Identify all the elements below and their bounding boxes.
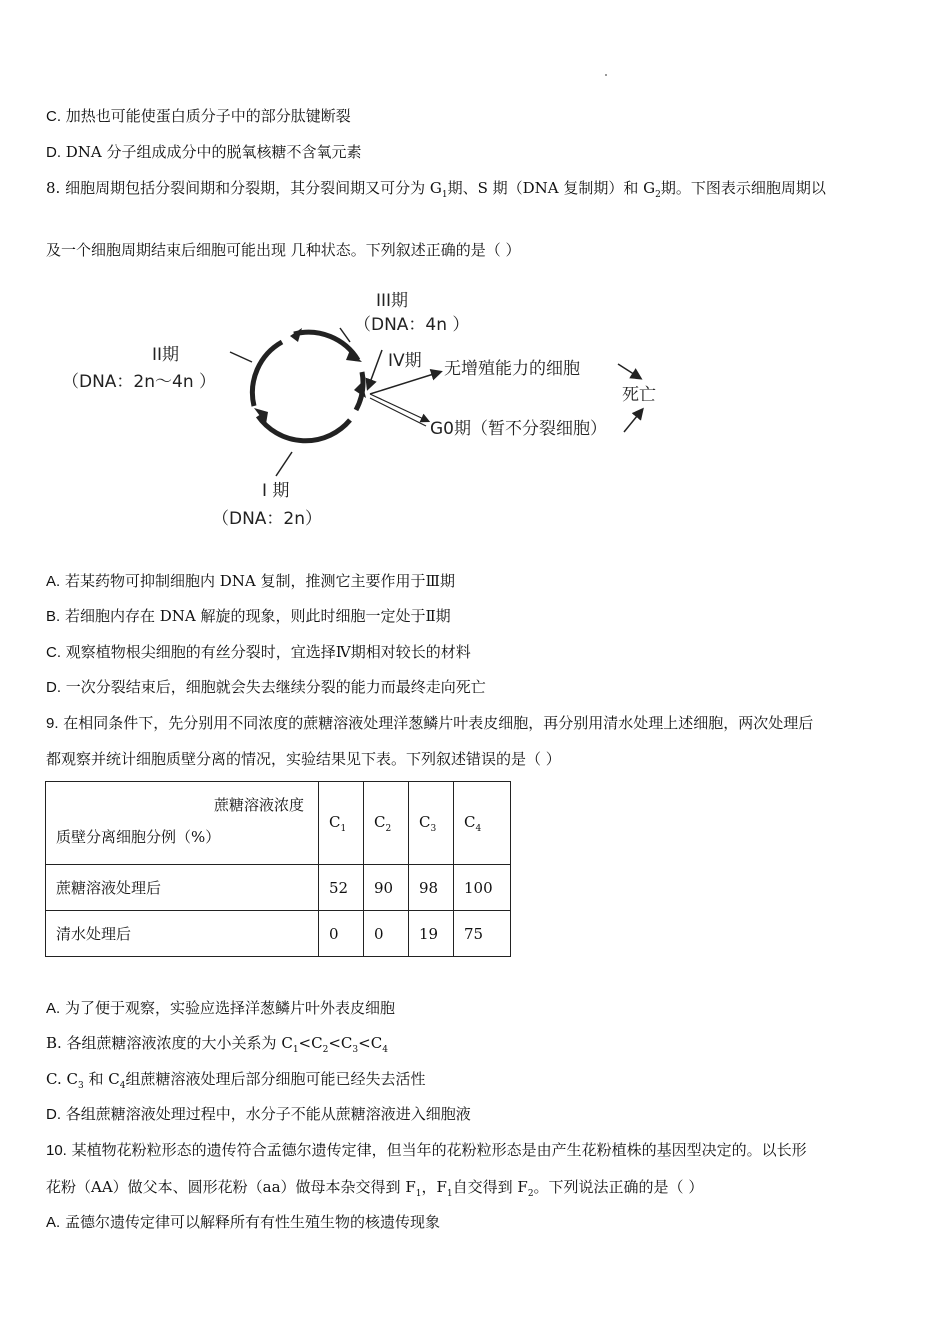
arrow-g0-b [370,394,428,421]
phase3-label: III期 [376,291,409,311]
table-cell: 100 [454,865,511,911]
column-header: $C_1$ [319,782,364,865]
table-row [46,865,511,911]
cell-cycle-diagram [40,280,680,540]
table-header-row [46,782,511,865]
table-diagonal-header [46,782,319,865]
phase1-label: I 期 [262,481,290,501]
phase2-dna: （DNA：2n～4n ） [62,372,217,392]
pointer-line-phase1 [276,452,292,476]
cycle-circle [252,328,366,441]
q8-option-b: B. 若细胞内存在 DNA 解旋的现象，则此时细胞一定处于Ⅱ期 [46,607,451,625]
table-cell: 90 [364,865,409,911]
g0-label: G0期（暂不分裂细胞） [430,419,607,439]
arrow-nonprolif [370,372,440,394]
q9-option-d: D. 各组蔗糖溶液处理过程中，水分子不能从蔗糖溶液进入细胞液 [46,1105,471,1123]
header-bottom-label: 质壁分离细胞分例（%） [56,828,221,846]
q8-option-a: A. 若某药物可抑制细胞内 DNA 复制，推测它主要作用于Ⅲ期 [46,572,455,590]
column-header: $C_4$ [454,782,511,865]
phase4-label: IV期 [388,351,422,371]
arrow-to-death-2 [624,410,642,432]
column-header: $C_3$ [409,782,454,865]
q9-option-b: B. 各组蔗糖溶液浓度的大小关系为 $C_1<C_2<C_3<C_4$ [46,1034,388,1055]
q7-option-c: C. 加热也可能使蛋白质分子中的部分肽键断裂 [46,107,351,125]
arrow-to-death-1 [618,364,640,378]
phase1-dna: （DNA：2n） [212,509,323,529]
row-label: 蔗糖溶液处理后 [46,865,319,911]
arrow-g0-a [370,398,426,426]
scan-dot [605,74,607,76]
row-label: 清水处理后 [46,911,319,957]
q7-option-d: D. DNA 分子组成成分中的脱氧核糖不含氧元素 [46,143,362,161]
plasmolysis-table [45,781,511,957]
table-cell: 75 [454,911,511,957]
q10-option-a: A. 孟德尔遗传定律可以解释所有有性生殖生物的核遗传现象 [46,1213,440,1231]
arrow-phase4 [368,350,382,388]
q9-stem-line1: 9. 在相同条件下，先分别用不同浓度的蔗糖溶液处理洋葱鳞片叶表皮细胞，再分别用清水处理上述细胞，两次处理后 [46,714,814,732]
nonprolif-label: 无增殖能力的细胞 [444,359,580,379]
phase2-label: II期 [152,345,180,365]
column-header: $C_2$ [364,782,409,865]
q8-option-c: C. 观察植物根尖细胞的有丝分裂时，宜选择Ⅳ期相对较长的材料 [46,643,471,661]
q9-option-a: A. 为了便于观察，实验应选择洋葱鳞片叶外表皮细胞 [46,999,395,1017]
q8-stem-line1: 8. 细胞周期包括分裂间期和分裂期，其分裂间期又可分为 $G_1$期、S 期（DNA 复制期）和 $G_2$期。下图表示细胞周期以 [46,179,826,200]
table-cell: 0 [319,911,364,957]
pointer-line-phase2 [230,352,252,362]
death-label: 死亡 [622,385,656,405]
table-row [46,911,511,957]
table-cell: 52 [319,865,364,911]
q10-stem-line2: 花粉（AA）做父本、圆形花粉（aa）做母本杂交得到 $F_1$，$F_1$自交得到 $F_2$。下列说法正确的是（ ） [46,1178,704,1199]
table-cell: 0 [364,911,409,957]
table-cell: 98 [409,865,454,911]
q10-stem-line1: 10. 某植物花粉粒形态的遗传符合孟德尔遗传定律，但当年的花粉粒形态是由产生花粉植株的基因型决定的。以长形 [46,1141,807,1159]
q8-stem-line2: 及一个细胞周期结束后细胞可能出现 几种状态。下列叙述正确的是（ ） [46,241,521,259]
phase3-dna: （DNA：4n ） [354,315,470,335]
q8-option-d: D. 一次分裂结束后，细胞就会失去继续分裂的能力而最终走向死亡 [46,678,486,696]
q9-option-c: C. $C_3$ 和 $C_4$组蔗糖溶液处理后部分细胞可能已经失去活性 [46,1070,426,1091]
header-top-label: 蔗糖溶液浓度 [213,796,304,814]
table-cell: 19 [409,911,454,957]
q9-stem-line2: 都观察并统计细胞质壁分离的情况，实验结果见下表。下列叙述错误的是（ ） [46,750,561,768]
